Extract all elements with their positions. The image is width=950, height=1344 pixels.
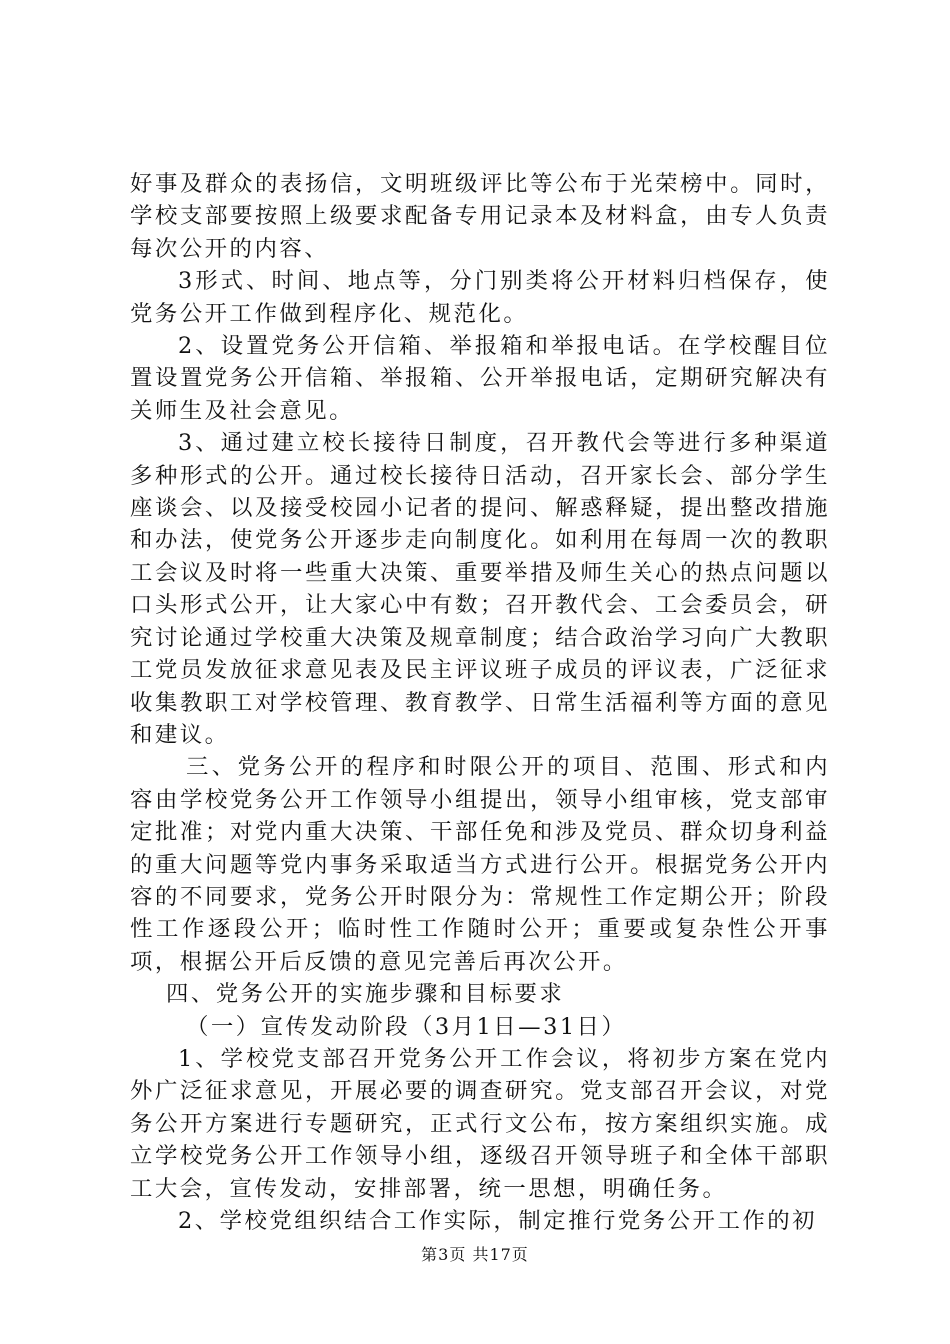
paragraph-5: 三、党务公开的程序和时限公开的项目、范围、形式和内容由学校党务公开工作领导小组提出，领导小组审核，党支部审定批准；对党内重大决策、干部任免和涉及党员、群众切身利益的重大问题等党内事务采取适当方式进行公开。根据党务公开内容的不同要求，党务公开时限分为：常规性工作定期公开；阶段性工作逐段公开；临时性工作随时公开；重要或复杂性公开事项，根据公开后反馈的意见完善后再次公开。 — [130, 754, 830, 975]
paragraph-4: 3、通过建立校长接待日制度，召开教代会等进行多种渠道多种形式的公开。通过校长接待日活动，召开家长会、部分学生座谈会、以及接受校园小记者的提问、解惑释疑，提出整改措施和办法，使党务公开逐步走向制度化。如利用在每周一次的教职工会议及时将一些重大决策、重要举措及师生关心的热点问题以口头形式公开，让大家心中有数；召开教代会、工会委员会，研究讨论通过学校重大决策及规章制度；结合政治学习向广大教职工党员发放征求意见表及民主评议班子成员的评议表，广泛征求收集教职工对学校管理、教育教学、日常生活福利等方面的意见和建议。 — [130, 430, 830, 748]
section-heading: 四、党务公开的实施步骤和目标要求 — [166, 981, 565, 1008]
paragraph-2: 3形式、时间、地点等，分门别类将公开材料归档保存，使党务公开工作做到程序化、规范化。 — [130, 268, 830, 327]
page-number-footer: 第3页 共17页 — [421, 1245, 529, 1264]
subsection-heading: （一）宣传发动阶段（3月1日—31日） — [186, 1013, 627, 1040]
document-body — [130, 168, 830, 1237]
paragraph-1: 好事及群众的表扬信，文明班级评比等公布于光荣榜中。同时，学校支部要按照上级要求配备专用记录本及材料盒，由专人负责每次公开的内容、 — [130, 171, 830, 262]
paragraph-7: 2、学校党组织结合工作实际，制定推行党务公开工作的初 — [178, 1208, 818, 1234]
paragraph-3: 2、设置党务公开信箱、举报箱和举报电话。在学校醒目位置设置党务公开信箱、举报箱、公开举报电话，定期研究解决有关师生及社会意见。 — [130, 333, 830, 424]
paragraph-6: 1、学校党支部召开党务公开工作会议，将初步方案在党内外广泛征求意见，开展必要的调查研究。党支部召开会议，对党务公开方案进行专题研究，正式行文公布，按方案组织实施。成立学校党务公开工作领导小组，逐级召开领导班子和全体干部职工大会，宣传发动，安排部署，统一思想，明确任务。 — [130, 1045, 830, 1202]
